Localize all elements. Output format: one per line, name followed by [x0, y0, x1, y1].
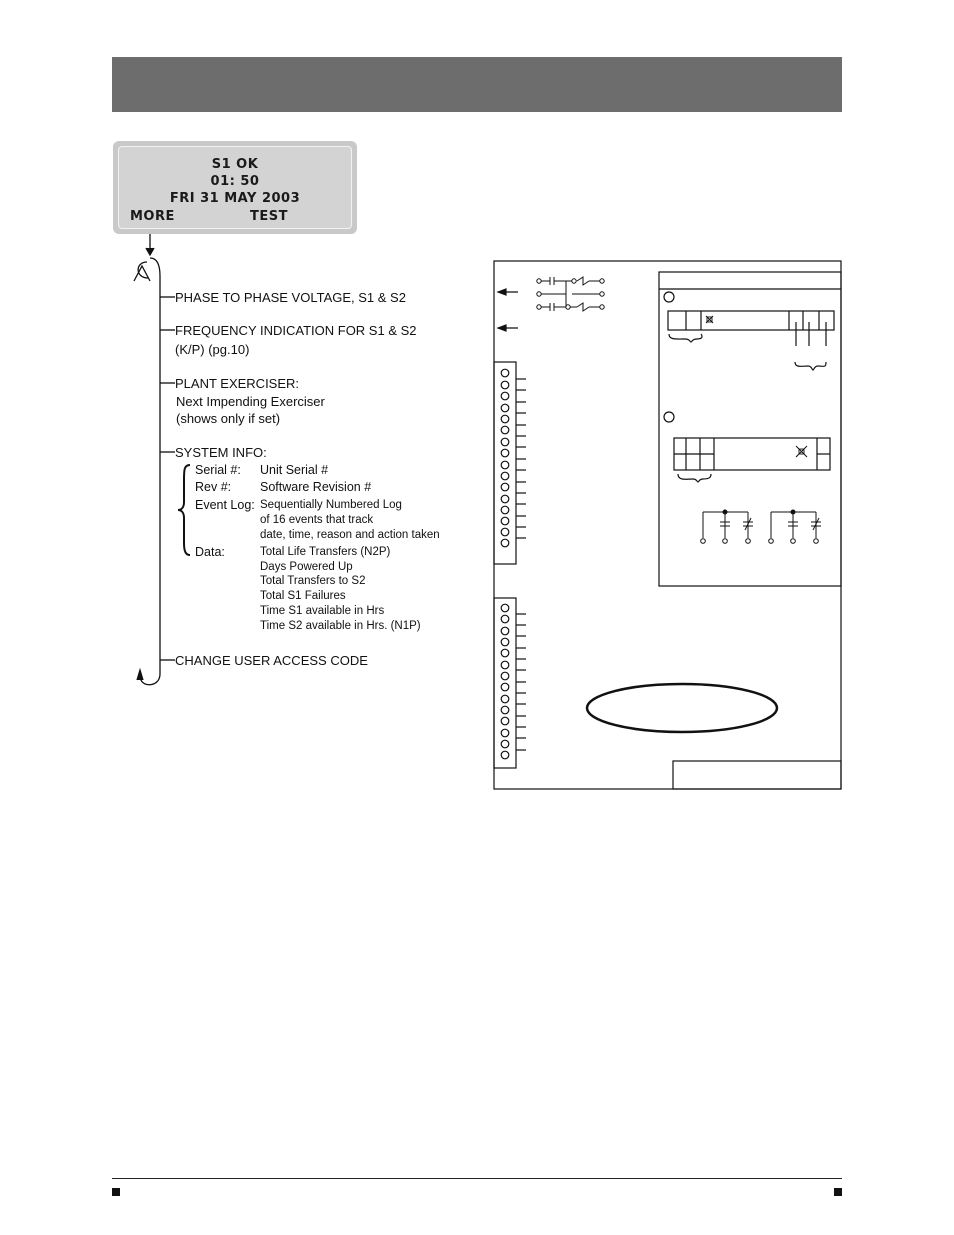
- menu-plant-exerciser: PLANT EXERCISER:: [175, 376, 300, 391]
- menu-frequency-note: (K/P) (pg.10): [175, 342, 250, 357]
- menu-phase-voltage: PHASE TO PHASE VOLTAGE, S1 & S2: [175, 290, 406, 305]
- menu-change-access-code: CHANGE USER ACCESS CODE: [175, 653, 368, 668]
- input-arrow-icons: [498, 289, 518, 331]
- relay-schematic: [537, 277, 604, 311]
- upper-terminal-dots: [501, 369, 526, 547]
- event-log-label: Event Log:: [195, 498, 255, 512]
- indicator-led-1: [664, 292, 674, 302]
- indicator-led-2: [664, 412, 674, 422]
- lcd-time-line: 01: 50: [210, 174, 260, 189]
- exerciser-line-1: Next Impending Exerciser: [176, 394, 325, 409]
- data-label: Data:: [195, 545, 225, 559]
- serial-value: Unit Serial #: [260, 463, 329, 477]
- serial-label: Serial #:: [195, 463, 241, 477]
- data-line-6: Time S2 available in Hrs. (N1P): [260, 620, 421, 632]
- data-line-1: Total Life Transfers (N2P): [260, 546, 391, 558]
- event-log-line-2: of 16 events that track: [260, 514, 374, 526]
- label-box: [673, 761, 841, 789]
- footer-rule: [112, 1178, 842, 1179]
- footer-marker-right: [834, 1188, 842, 1196]
- data-line-4: Total S1 Failures: [260, 590, 346, 602]
- menu-frequency: FREQUENCY INDICATION FOR S1 & S2: [175, 323, 417, 338]
- contact-symbols-right: [769, 510, 821, 543]
- lcd-date-line: FRI 31 MAY 2003: [169, 191, 301, 206]
- highlight-oval: [587, 684, 777, 732]
- footer-marker-left: [112, 1188, 120, 1196]
- lcd-test-softkey[interactable]: TEST: [250, 209, 288, 224]
- lcd-status-line: S1 OK: [211, 157, 259, 172]
- lcd-more-softkey[interactable]: MORE: [130, 209, 175, 224]
- contact-symbols-left: [701, 510, 753, 543]
- board-outline: [494, 261, 841, 789]
- rev-label: Rev #:: [195, 480, 232, 494]
- exerciser-line-2: (shows only if set): [176, 411, 281, 426]
- event-log-line-1: Sequentially Numbered Log: [260, 499, 402, 511]
- data-line-5: Time S1 available in Hrs: [260, 605, 385, 617]
- data-line-2: Days Powered Up: [260, 561, 353, 573]
- menu-system-info: SYSTEM INFO:: [175, 445, 267, 460]
- rev-value: Software Revision #: [260, 480, 372, 494]
- data-line-3: Total Transfers to S2: [260, 575, 366, 587]
- event-log-line-3: date, time, reason and action taken: [260, 529, 440, 541]
- lower-terminal-dots: [501, 604, 526, 759]
